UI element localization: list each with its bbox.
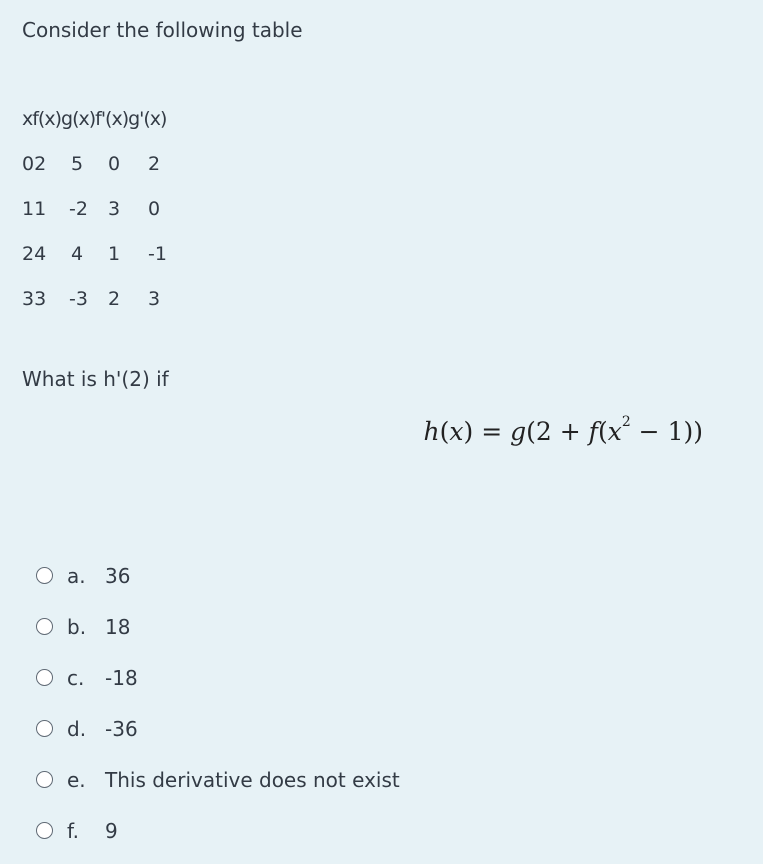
option-letter: a. [67, 563, 86, 588]
answer-options [36, 550, 400, 856]
option-letter: d. [67, 716, 87, 741]
option-text: 36 [105, 563, 131, 588]
table-cell: -3 [69, 288, 88, 310]
table-cell: 0 [108, 153, 121, 175]
radio-button[interactable] [36, 669, 53, 686]
option-text: 18 [105, 614, 131, 639]
option-text: This derivative does not exist [105, 767, 400, 792]
option-text: -36 [105, 716, 138, 741]
radio-button[interactable] [36, 567, 53, 584]
option-text: -18 [105, 665, 138, 690]
option-letter: c. [67, 665, 85, 690]
option-text: 9 [105, 818, 118, 843]
table-cell: 02 [22, 153, 47, 175]
option-b[interactable] [36, 601, 400, 652]
option-a[interactable] [36, 550, 400, 601]
option-letter: e. [67, 767, 86, 792]
table-cell: -1 [148, 243, 167, 265]
option-c[interactable] [36, 652, 400, 703]
table-cell: 4 [71, 243, 84, 265]
table-cell: 3 [148, 288, 161, 310]
table-cell: 1 [108, 243, 121, 265]
table-cell: 3 [108, 198, 121, 220]
table-cell: -2 [69, 198, 88, 220]
option-e[interactable] [36, 754, 400, 805]
table-header-text: xf(x)g(x)f'(x)g'(x) [22, 108, 167, 130]
radio-button[interactable] [36, 720, 53, 737]
table-cell: 2 [148, 153, 161, 175]
option-letter: f. [67, 818, 79, 843]
option-f[interactable] [36, 805, 400, 856]
radio-button[interactable] [36, 618, 53, 635]
table-cell: 33 [22, 288, 47, 310]
table-cell: 0 [148, 198, 161, 220]
table-cell: 5 [71, 153, 84, 175]
table-cell: 24 [22, 243, 47, 265]
formula: $h(x) = g(2 + f(x^2 - 1))$ [423, 414, 703, 446]
radio-button[interactable] [36, 771, 53, 788]
question-prompt: Consider the following table [22, 18, 303, 42]
radio-button[interactable] [36, 822, 53, 839]
table-cell: 11 [22, 198, 47, 220]
table-cell: 2 [108, 288, 121, 310]
option-d[interactable] [36, 703, 400, 754]
question-text: What is h'(2) if [22, 367, 169, 391]
option-letter: b. [67, 614, 87, 639]
